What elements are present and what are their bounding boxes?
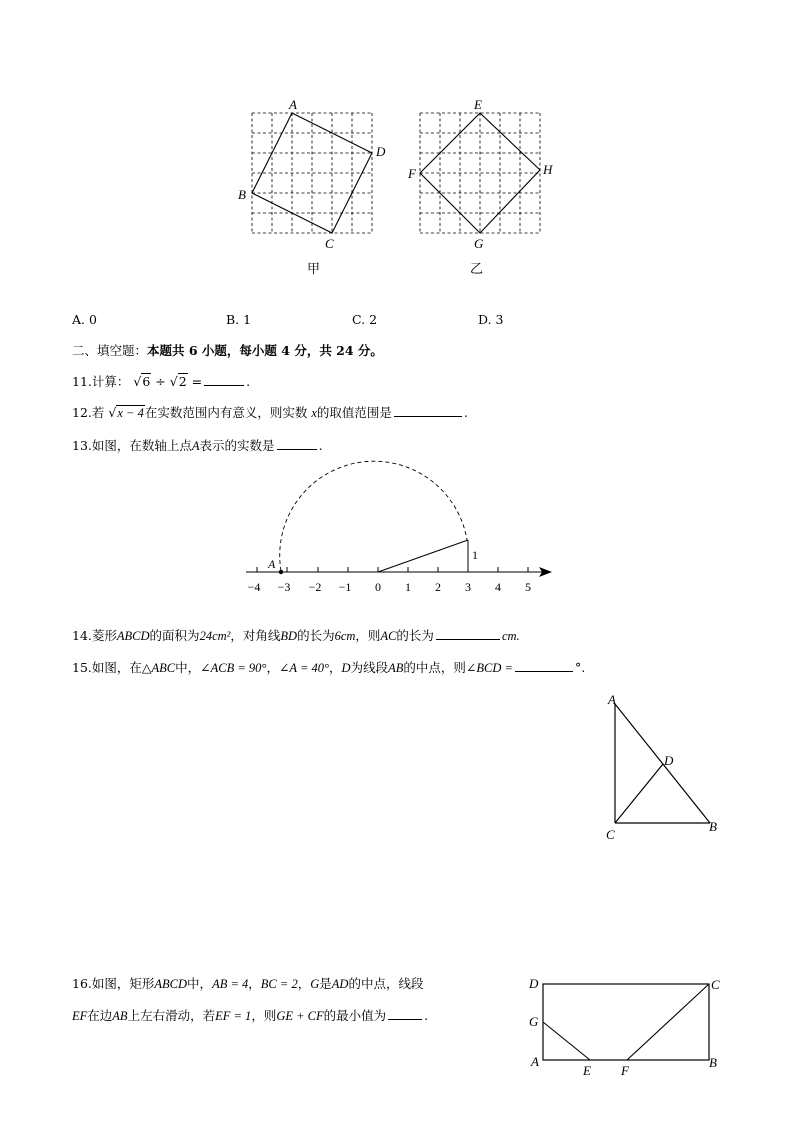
number-line-figure (240, 455, 560, 605)
label-d: D (376, 144, 386, 159)
label-g: G (529, 1014, 539, 1029)
tick-label: 1 (405, 580, 411, 594)
tick-label: 3 (465, 580, 471, 594)
rectangle-figure-16 (522, 972, 724, 1082)
q11-op: ÷ (155, 374, 166, 389)
label-e: E (583, 1063, 591, 1078)
question-16-line-2: EF在边AB上左右滑动，若EF = 1，则GE + CF的最小值为 . (72, 1008, 429, 1023)
grid-figure-jia (230, 92, 400, 282)
label-a: A (289, 97, 297, 112)
height-label: 1 (472, 548, 478, 562)
label-b: B (238, 187, 246, 202)
arc-dashed (280, 461, 467, 571)
tick-label: −1 (338, 580, 352, 594)
q13-number: 13. (72, 438, 92, 453)
question-11: 11.计算： √6 ÷ √2 = . (72, 374, 251, 389)
tick-label: 2 (435, 580, 441, 594)
section-description: 本题共 6 小题，每小题 4 分，共 24 分。 (147, 343, 383, 358)
question-13: 13.如图，在数轴上点A表示的实数是 . (72, 438, 323, 453)
triangle-hypotenuse (378, 540, 468, 572)
label-g: G (474, 236, 484, 251)
q11-number: 11. (72, 374, 92, 389)
tick-label: 0 (375, 580, 381, 594)
question-14: 14.菱形ABCD的面积为24cm²，对角线BD的长为6cm，则AC的长为 cm. (72, 628, 520, 643)
label-a: A (531, 1054, 539, 1069)
label-a: A (608, 692, 616, 707)
q15-number: 15. (72, 660, 92, 675)
answer-blank-15[interactable] (515, 659, 573, 672)
question-16-line-1: 16.如图，矩形ABCD中，AB = 4，BC = 2，G是AD的中点，线段 (72, 976, 424, 991)
label-b: B (709, 819, 717, 834)
label-f: F (408, 166, 416, 181)
q12-number: 12. (72, 405, 92, 420)
tick-label: −4 (247, 580, 261, 594)
label-e: E (474, 97, 482, 112)
option-d: D. 3 (478, 312, 504, 327)
section-2-heading (72, 343, 383, 359)
answer-blank-12[interactable] (394, 404, 462, 417)
question-15: 15.如图，在△ABC中，∠ACB = 90°，∠A = 40°，D为线段AB的中点，则∠BCD = °. (72, 660, 586, 675)
label-c: C (606, 827, 615, 842)
answer-blank-14[interactable] (436, 627, 500, 640)
question-12: 12.若 √x − 4在实数范围内有意义，则实数 x的取值范围是 . (72, 405, 468, 420)
tick-label: −3 (277, 580, 291, 594)
q16-number: 16. (72, 976, 92, 991)
label-h: H (543, 162, 553, 177)
label-c: C (711, 977, 720, 992)
point-a-label: A (268, 557, 276, 571)
tick-label: 5 (525, 580, 531, 594)
q11-prefix: 计算： (91, 374, 130, 389)
triangle-figure-15 (595, 688, 730, 848)
answer-blank-16[interactable] (388, 1007, 422, 1020)
sqrt-6: √6 (133, 374, 151, 389)
tick-label: 4 (495, 580, 501, 594)
label-d: D (529, 976, 539, 991)
label-f: F (621, 1063, 629, 1078)
option-a: A. 0 (72, 312, 97, 327)
section-prefix: 二、填空题： (72, 343, 148, 358)
sqrt-2: √2 (169, 374, 187, 389)
option-c: C. 2 (352, 312, 378, 327)
label-d: D (664, 753, 674, 768)
caption-yi: 乙 (470, 261, 484, 276)
q11-eq: = (191, 374, 203, 389)
tick-label: −2 (308, 580, 322, 594)
answer-blank-13[interactable] (277, 437, 317, 450)
label-b: B (709, 1055, 717, 1070)
label-c: C (325, 236, 334, 251)
q14-number: 14. (72, 628, 92, 643)
point-a (279, 570, 283, 574)
answer-blank-11[interactable] (204, 373, 244, 386)
option-b: B. 1 (226, 312, 252, 327)
caption-jia: 甲 (307, 261, 321, 276)
grid-figure-yi (400, 92, 570, 282)
sqrt-x-minus-4: √x − 4 (108, 405, 144, 420)
